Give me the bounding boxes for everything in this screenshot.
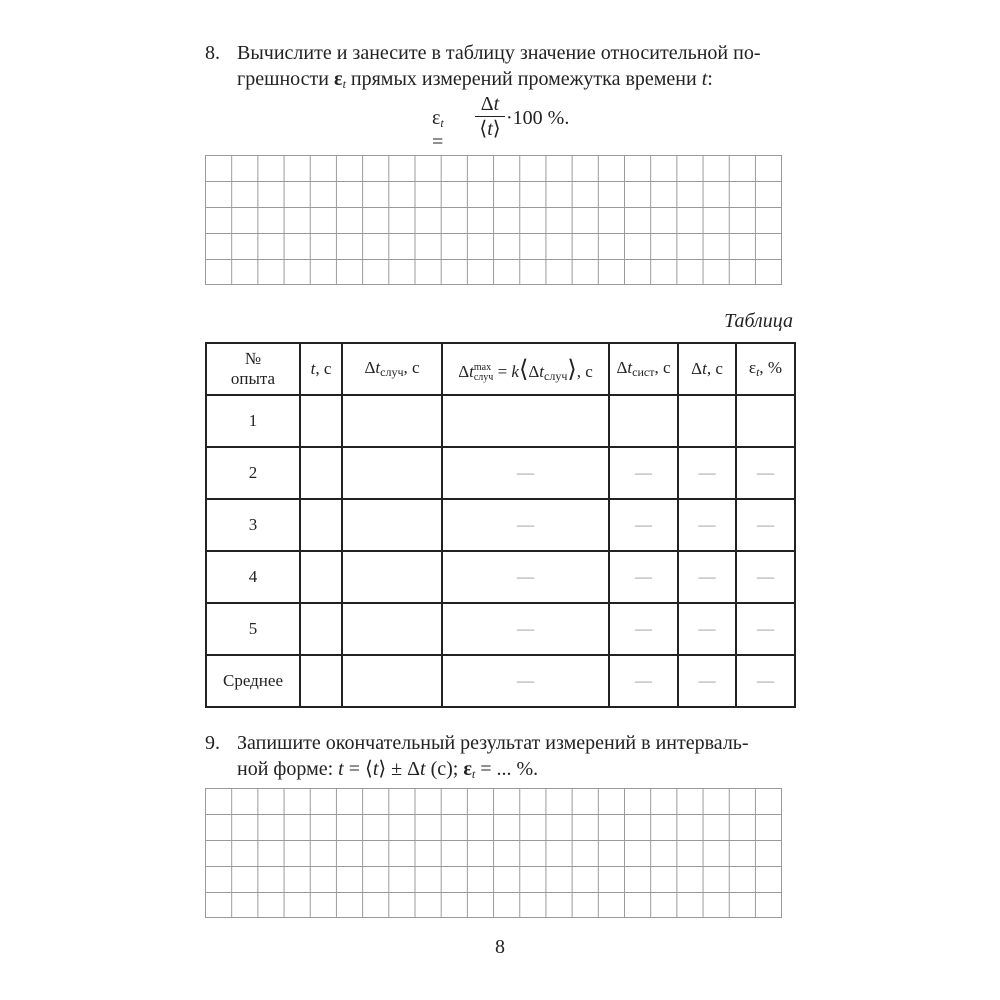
task-8-line2-b: прямых измерений промежутка времени <box>345 68 702 90</box>
h3-var: t <box>375 358 381 377</box>
h4-var2: t <box>539 361 545 381</box>
header-systematic-error <box>609 343 678 395</box>
h6-var: t <box>702 359 707 378</box>
cell-time[interactable] <box>300 447 342 499</box>
cell-random-error[interactable] <box>342 551 442 603</box>
task-8-eps-sub: t <box>342 77 346 91</box>
answer-grid-task-9[interactable] <box>205 788 782 918</box>
formula-num-t: t <box>493 93 500 115</box>
cell-total-error: — <box>678 447 736 499</box>
header-random-error <box>342 343 442 395</box>
table-row <box>206 447 795 499</box>
table-row-average <box>206 655 795 707</box>
formula-tail: ·100 %. <box>506 107 570 129</box>
task-9-line1: Запишите окончательный результат измерений в интерваль- <box>237 732 749 754</box>
fraction-bar <box>475 116 505 117</box>
table-header-row <box>206 343 795 395</box>
task-8 <box>205 40 795 97</box>
cell-total-error: — <box>678 551 736 603</box>
formula-lhs <box>432 107 444 154</box>
cell-max-random-error: — <box>442 551 609 603</box>
cell-time[interactable] <box>300 655 342 707</box>
cell-random-error[interactable] <box>342 447 442 499</box>
header-experiment-number <box>206 343 300 395</box>
header-relative-error <box>736 343 795 395</box>
h5-var: t <box>627 358 633 377</box>
cell-relative-error: — <box>736 603 795 655</box>
h4-unit: , с <box>576 361 593 381</box>
cell-total-error: — <box>678 499 736 551</box>
row-label: Среднее <box>206 655 300 707</box>
h5-unit: , с <box>654 358 671 377</box>
cell-random-error[interactable] <box>342 395 442 447</box>
cell-time[interactable] <box>300 499 342 551</box>
header-total-error <box>678 343 736 395</box>
cell-systematic-error: — <box>609 655 678 707</box>
task-8-text <box>205 40 795 97</box>
t9-tail: = ... %. <box>475 758 539 780</box>
cell-systematic-error: — <box>609 499 678 551</box>
cell-total-error: — <box>678 655 736 707</box>
cell-max-random-error: — <box>442 499 609 551</box>
t9-eps-sub: t <box>471 767 476 781</box>
h4-lb: ⟨ <box>518 356 529 383</box>
t9-eq: = ⟨ <box>343 758 373 780</box>
row-label: 4 <box>206 551 300 603</box>
h4-sub2: случ <box>544 368 568 383</box>
h4-delta2: Δ <box>528 361 540 381</box>
cell-total-error: — <box>678 603 736 655</box>
task-9-text <box>205 730 795 787</box>
task-8-var-t: t <box>701 68 708 90</box>
h3-unit: , с <box>403 358 420 377</box>
h7-sub: t <box>756 365 760 379</box>
formula-eq: = <box>432 131 444 153</box>
h6-unit: , с <box>706 359 723 378</box>
cell-max-random-error: — <box>442 603 609 655</box>
cell-time[interactable] <box>300 395 342 447</box>
h5-sub: сист <box>632 365 655 379</box>
h5-delta: Δ <box>616 358 628 377</box>
cell-relative-error[interactable] <box>736 395 795 447</box>
measurement-table <box>205 342 796 708</box>
cell-time[interactable] <box>300 551 342 603</box>
cell-relative-error: — <box>736 551 795 603</box>
t9-var-t2: t <box>372 758 379 780</box>
task-9-line2-a: ной форме: <box>237 758 339 780</box>
t9-var-t3: t <box>420 758 426 780</box>
h4-var: t <box>469 361 474 381</box>
h4-supsub <box>474 363 493 383</box>
task-8-line2-a: грешности <box>237 68 335 90</box>
h4-delta: Δ <box>458 361 470 381</box>
cell-time[interactable] <box>300 603 342 655</box>
t9-eps: ε <box>463 758 472 780</box>
header-time <box>300 343 342 395</box>
answer-grid-task-8[interactable] <box>205 155 782 285</box>
h4-sup: max <box>473 361 492 373</box>
task-8-number: 8. <box>205 42 220 64</box>
cell-systematic-error: — <box>609 447 678 499</box>
h4-k: k <box>511 361 519 381</box>
formula-eps-sub: t <box>440 116 444 130</box>
formula-den-left: ⟨ <box>479 118 488 140</box>
table-row <box>206 499 795 551</box>
row-label: 3 <box>206 499 300 551</box>
task-8-line1: Вычислите и занесите в таблицу значение относительной по- <box>237 42 761 64</box>
formula-numerator <box>475 93 505 115</box>
header-time-unit: , с <box>315 359 332 378</box>
header-experiment: опыта <box>230 369 276 388</box>
cell-systematic-error: — <box>609 551 678 603</box>
table-caption: Таблица <box>724 310 793 332</box>
cell-systematic-error[interactable] <box>609 395 678 447</box>
cell-random-error[interactable] <box>342 603 442 655</box>
row-label: 1 <box>206 395 300 447</box>
task-8-colon: : <box>707 68 713 90</box>
cell-random-error[interactable] <box>342 499 442 551</box>
h3-delta: Δ <box>364 358 376 377</box>
cell-relative-error: — <box>736 499 795 551</box>
row-label: 5 <box>206 603 300 655</box>
formula-denominator <box>475 118 505 140</box>
h4-rb: ⟩ <box>567 356 577 383</box>
formula-fraction <box>475 93 505 140</box>
h7-eps: ε <box>748 358 757 377</box>
h3-sub: случ <box>380 365 404 379</box>
cell-total-error[interactable] <box>678 395 736 447</box>
formula-den-t: t <box>487 118 493 140</box>
h7-unit: , % <box>759 358 783 377</box>
t9-unit: (с); <box>425 758 464 780</box>
table-row <box>206 603 795 655</box>
h6-delta: Δ <box>691 359 703 378</box>
formula-num-delta: Δ <box>480 93 494 115</box>
cell-max-random-error: — <box>442 655 609 707</box>
t9-var-t: t <box>338 758 344 780</box>
page-number: 8 <box>495 936 505 958</box>
task-9 <box>205 730 795 787</box>
t9-pm: ⟩ ± Δ <box>378 758 421 780</box>
formula-den-right: ⟩ <box>492 118 501 140</box>
header-max-random-error <box>442 343 609 395</box>
formula-eps: ε <box>432 107 441 129</box>
row-label: 2 <box>206 447 300 499</box>
h4-eq: = <box>493 361 512 381</box>
header-no-symbol: № <box>244 349 262 368</box>
task-9-number: 9. <box>205 732 220 754</box>
task-8-eps: ε <box>334 68 343 90</box>
cell-systematic-error: — <box>609 603 678 655</box>
cell-random-error[interactable] <box>342 655 442 707</box>
h4-sub: случ <box>473 371 494 383</box>
table-row <box>206 395 795 447</box>
cell-relative-error: — <box>736 655 795 707</box>
table-row <box>206 551 795 603</box>
cell-relative-error: — <box>736 447 795 499</box>
cell-max-random-error: — <box>442 447 609 499</box>
header-time-var: t <box>310 359 316 378</box>
cell-max-random-error[interactable] <box>442 395 609 447</box>
